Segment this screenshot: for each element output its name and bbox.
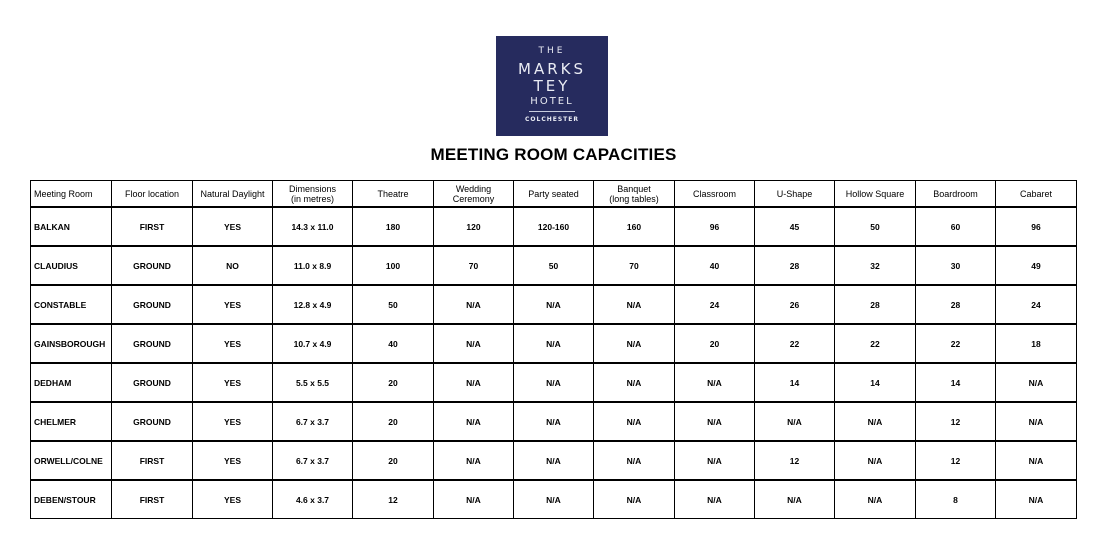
table-cell: N/A — [514, 285, 594, 324]
capacities-table — [30, 180, 1077, 519]
table-cell: 96 — [675, 207, 755, 246]
table-cell: FIRST — [112, 441, 193, 480]
table-row — [31, 207, 1077, 246]
table-cell: 4.6 x 3.7 — [273, 480, 353, 519]
table-cell: 40 — [353, 324, 434, 363]
table-cell: FIRST — [112, 480, 193, 519]
column-header-line: Cabaret — [1019, 188, 1053, 199]
table-cell: 12 — [755, 441, 835, 480]
column-header-line: (in metres) — [290, 193, 334, 204]
table-cell: 100 — [353, 246, 434, 285]
column-header-line: Theatre — [377, 188, 409, 199]
room-name-cell: DEDHAM — [31, 363, 112, 402]
column-header — [755, 181, 835, 208]
table-cell: 12.8 x 4.9 — [273, 285, 353, 324]
table-cell: FIRST — [112, 207, 193, 246]
table-cell: YES — [193, 207, 273, 246]
column-header-line: Dimensions — [288, 183, 337, 194]
table-cell: N/A — [594, 285, 675, 324]
table-cell: YES — [193, 480, 273, 519]
table-cell: N/A — [514, 363, 594, 402]
table-cell: 160 — [594, 207, 675, 246]
table-cell: YES — [193, 441, 273, 480]
table-cell: N/A — [835, 441, 916, 480]
table-cell: N/A — [996, 402, 1077, 441]
room-name-cell: BALKAN — [31, 207, 112, 246]
table-cell: 180 — [353, 207, 434, 246]
table-cell: 45 — [755, 207, 835, 246]
table-cell: N/A — [514, 402, 594, 441]
table-cell: 14.3 x 11.0 — [273, 207, 353, 246]
table-cell: N/A — [996, 441, 1077, 480]
room-name-cell: CHELMER — [31, 402, 112, 441]
column-header-line: Floor location — [124, 188, 180, 199]
table-cell: YES — [193, 402, 273, 441]
table-cell: 50 — [353, 285, 434, 324]
room-name-cell: CLAUDIUS — [31, 246, 112, 285]
table-cell: N/A — [594, 402, 675, 441]
table-cell: N/A — [675, 480, 755, 519]
table-cell: 14 — [755, 363, 835, 402]
table-cell: 22 — [835, 324, 916, 363]
table-cell: 12 — [916, 441, 996, 480]
table-cell: 28 — [916, 285, 996, 324]
table-cell: N/A — [434, 285, 514, 324]
table-cell: N/A — [434, 441, 514, 480]
page-title: MEETING ROOM CAPACITIES — [430, 145, 677, 164]
table-cell: 20 — [353, 441, 434, 480]
column-header — [916, 181, 996, 208]
table-cell: N/A — [755, 480, 835, 519]
column-header — [434, 181, 514, 208]
logo-line-the: THE — [538, 46, 566, 56]
column-header-line: Natural Daylight — [200, 188, 265, 199]
table-cell: N/A — [594, 324, 675, 363]
room-name-cell: GAINSBOROUGH — [31, 324, 112, 363]
table-cell: YES — [193, 285, 273, 324]
table-cell: GROUND — [112, 324, 193, 363]
table-cell: 40 — [675, 246, 755, 285]
table-cell: 28 — [755, 246, 835, 285]
table-cell: 22 — [755, 324, 835, 363]
column-header-line: Meeting Room — [34, 188, 93, 199]
logo-line-city: COLCHESTER — [525, 116, 579, 123]
table-cell: 20 — [353, 402, 434, 441]
table-cell: 60 — [916, 207, 996, 246]
table-cell: 24 — [675, 285, 755, 324]
logo-line-hotel: HOTEL — [530, 96, 574, 107]
table-cell: N/A — [514, 324, 594, 363]
table-cell: N/A — [434, 363, 514, 402]
table-cell: 120 — [434, 207, 514, 246]
table-cell: 6.7 x 3.7 — [273, 402, 353, 441]
table-row — [31, 285, 1077, 324]
table-cell: 6.7 x 3.7 — [273, 441, 353, 480]
table-cell: 20 — [353, 363, 434, 402]
table-cell: 32 — [835, 246, 916, 285]
table-row — [31, 324, 1077, 363]
table-cell: N/A — [755, 402, 835, 441]
table-cell: GROUND — [112, 363, 193, 402]
room-name-cell: ORWELL/COLNE — [31, 441, 112, 480]
table-cell: N/A — [434, 480, 514, 519]
column-header-line: Banquet — [617, 183, 651, 194]
table-header-row — [31, 181, 1077, 208]
column-header-line: Classroom — [692, 188, 736, 199]
table-cell: 120-160 — [514, 207, 594, 246]
table-cell: N/A — [434, 402, 514, 441]
column-header — [514, 181, 594, 208]
table-cell: 50 — [514, 246, 594, 285]
table-cell: N/A — [675, 363, 755, 402]
table-cell: YES — [193, 363, 273, 402]
table-cell: 96 — [996, 207, 1077, 246]
table-cell: N/A — [996, 480, 1077, 519]
table-cell: 20 — [675, 324, 755, 363]
column-header — [273, 181, 353, 208]
table-cell: 30 — [916, 246, 996, 285]
table-cell: GROUND — [112, 402, 193, 441]
column-header — [31, 181, 112, 208]
table-cell: N/A — [594, 480, 675, 519]
column-header-line: Hollow Square — [845, 188, 905, 199]
logo-line-marks: MARKS — [518, 60, 586, 78]
column-header-line: Wedding — [455, 183, 492, 194]
table-cell: N/A — [675, 441, 755, 480]
column-header-line: U-Shape — [776, 188, 813, 199]
table-cell: 8 — [916, 480, 996, 519]
table-cell: 11.0 x 8.9 — [273, 246, 353, 285]
table-cell: YES — [193, 324, 273, 363]
table-row — [31, 402, 1077, 441]
table-cell: N/A — [594, 363, 675, 402]
table-cell: 70 — [434, 246, 514, 285]
table-cell: 14 — [916, 363, 996, 402]
column-header — [996, 181, 1077, 208]
table-cell: 12 — [353, 480, 434, 519]
column-header — [353, 181, 434, 208]
logo-line-tey: TEY — [533, 77, 571, 95]
table-cell: 5.5 x 5.5 — [273, 363, 353, 402]
table-row — [31, 363, 1077, 402]
table-cell: 50 — [835, 207, 916, 246]
hotel-logo — [496, 36, 608, 136]
table-cell: N/A — [835, 402, 916, 441]
table-cell: 14 — [835, 363, 916, 402]
table-cell: 10.7 x 4.9 — [273, 324, 353, 363]
column-header — [835, 181, 916, 208]
column-header — [193, 181, 273, 208]
table-cell: 49 — [996, 246, 1077, 285]
table-cell: GROUND — [112, 285, 193, 324]
table-cell: 18 — [996, 324, 1077, 363]
room-name-cell: DEBEN/STOUR — [31, 480, 112, 519]
column-header — [675, 181, 755, 208]
table-cell: 22 — [916, 324, 996, 363]
table-cell: N/A — [594, 441, 675, 480]
table-cell: N/A — [835, 480, 916, 519]
table-cell: N/A — [434, 324, 514, 363]
table-cell: N/A — [514, 441, 594, 480]
table-cell: N/A — [996, 363, 1077, 402]
room-name-cell: CONSTABLE — [31, 285, 112, 324]
column-header-line: Boardroom — [933, 188, 978, 199]
table-cell: 26 — [755, 285, 835, 324]
column-header — [594, 181, 675, 208]
column-header-line: (long tables) — [609, 193, 659, 204]
table-cell: 28 — [835, 285, 916, 324]
column-header-line: Ceremony — [452, 193, 495, 204]
table-row — [31, 246, 1077, 285]
table-row — [31, 480, 1077, 519]
logo-divider — [529, 111, 575, 112]
table-cell: N/A — [675, 402, 755, 441]
table-cell: 24 — [996, 285, 1077, 324]
table-cell: N/A — [514, 480, 594, 519]
table-cell: 70 — [594, 246, 675, 285]
table-cell: 12 — [916, 402, 996, 441]
column-header — [112, 181, 193, 208]
table-cell: NO — [193, 246, 273, 285]
table-cell: GROUND — [112, 246, 193, 285]
table-row — [31, 441, 1077, 480]
column-header-line: Party seated — [528, 188, 579, 199]
